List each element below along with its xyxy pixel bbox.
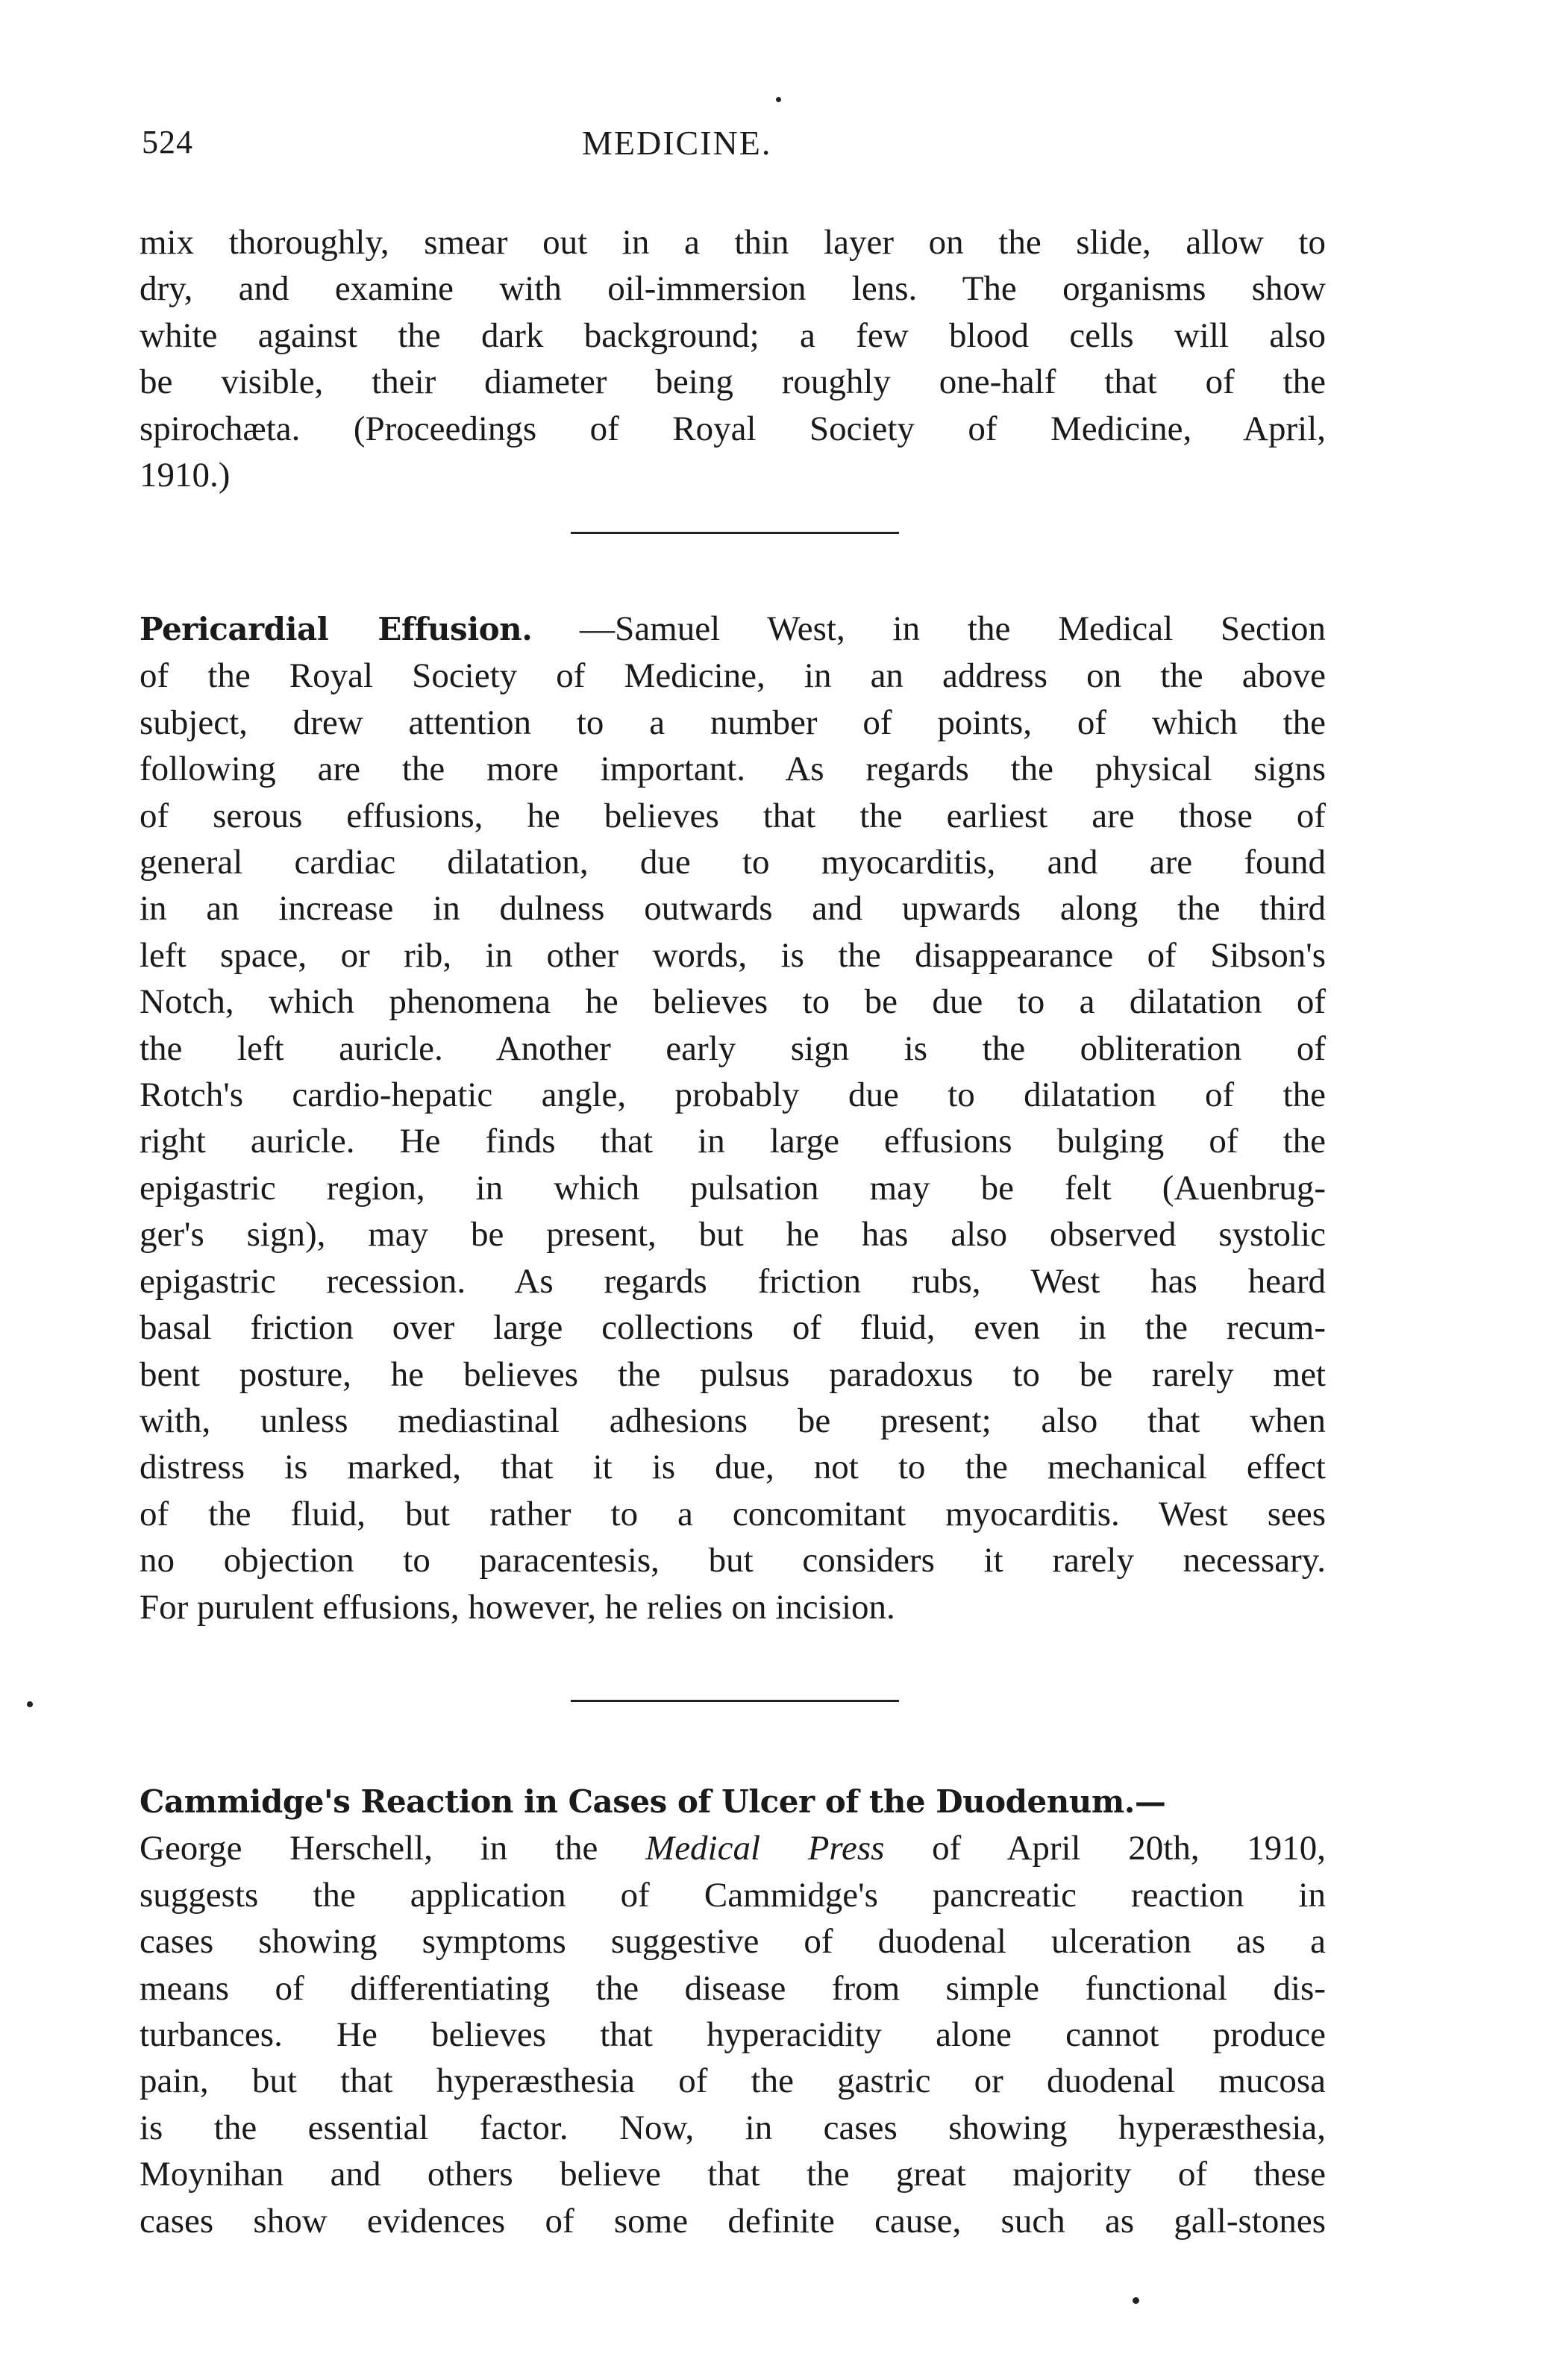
text-line: the left auricle. Another early sign is the obliteration of xyxy=(140,1029,1326,1068)
text-line: mix thoroughly, smear out in a thin layer on the slide, allow to xyxy=(140,223,1326,262)
section-cammidge-reaction xyxy=(140,1778,1326,2244)
text-line: pain, but that hyperæsthesia of the gastric or duodenal mucosa xyxy=(140,2062,1326,2101)
text-line: of serous effusions, he believes that the earliest are those of xyxy=(140,796,1326,835)
text-line: in an increase in dulness outwards and upwards along the third xyxy=(140,889,1326,929)
text-line: no objection to paracentesis, but considers it rarely necessary. xyxy=(140,1541,1326,1580)
text-segment: of April 20th, 1910, xyxy=(884,1829,1327,1868)
page-number: 524 xyxy=(142,124,193,160)
section-divider xyxy=(571,532,899,534)
text-line: dry, and examine with oil-immersion lens. The organisms show xyxy=(140,269,1326,309)
text-line: be visible, their diameter being roughly one-half that of the xyxy=(140,362,1326,402)
section-first-line-text: —Samuel West, in the Medical Section xyxy=(532,609,1326,648)
section-heading: Pericardial Effusion. xyxy=(140,611,533,647)
journal-title: Medical Press xyxy=(645,1829,885,1868)
text-segment: George Herschell, in the xyxy=(140,1829,646,1868)
text-line: left space, or rib, in other words, is the disappearance of Sibson's xyxy=(140,935,1326,975)
running-head: MEDICINE. xyxy=(582,124,772,162)
text-line: suggests the application of Cammidge's pancreatic reaction in xyxy=(140,1875,1326,1915)
text-line: of the fluid, but rather to a concomitant myocarditis. West sees xyxy=(140,1494,1326,1533)
text-line: white against the dark background; a few blood cells will also xyxy=(140,315,1326,355)
text-line: with, unless mediastinal adhesions be present; also that when xyxy=(140,1401,1326,1440)
text-line: is the essential factor. Now, in cases showing hyperæsthesia, xyxy=(140,2108,1326,2147)
text-line: epigastric region, in which pulsation may be felt (Auenbrug- xyxy=(140,1168,1326,1208)
text-line: ger's sign), may be present, but he has also observed systolic xyxy=(140,1215,1326,1255)
text-line: cases show evidences of some definite cause, such as gall-stones xyxy=(140,2201,1326,2241)
section-first-line xyxy=(140,1825,1326,1871)
text-line: turbances. He believes that hyperacidity alone cannot produce xyxy=(140,2015,1326,2055)
text-line: 1910.) xyxy=(140,456,231,495)
text-line: spirochæta. (Proceedings of Royal Society of Medicine, April, xyxy=(140,409,1326,448)
section-divider xyxy=(571,1700,899,1702)
text-line: Moynihan and others believe that the great majority of these xyxy=(140,2155,1326,2194)
text-line: distress is marked, that it is due, not to the mechanical effect xyxy=(140,1448,1326,1487)
speck-mark xyxy=(1133,2297,1139,2304)
section-first-line xyxy=(140,606,1326,653)
text-line: following are the more important. As regards the physical signs xyxy=(140,750,1326,789)
speck-mark xyxy=(27,1701,33,1707)
text-line: cases showing symptoms suggestive of duodenal ulceration as a xyxy=(140,1922,1326,1962)
section-pericardial-effusion xyxy=(140,606,1326,1630)
text-line: basal friction over large collections of fluid, even in the recum- xyxy=(140,1308,1326,1348)
text-line: bent posture, he believes the pulsus paradoxus to be rarely met xyxy=(140,1354,1326,1394)
text-line: of the Royal Society of Medicine, in an address on the above xyxy=(140,656,1326,696)
text-line: For purulent effusions, however, he relies on incision. xyxy=(140,1587,895,1627)
speck-mark xyxy=(776,97,781,102)
text-line: right auricle. He finds that in large effusions bulging of the xyxy=(140,1122,1326,1161)
text-line: general cardiac dilatation, due to myocarditis, and are found xyxy=(140,843,1326,882)
text-line: means of differentiating the disease from simple functional dis- xyxy=(140,1968,1326,2008)
page-header xyxy=(142,123,1335,183)
text-line: subject, drew attention to a number of points, of which the xyxy=(140,703,1326,742)
section-heading-line xyxy=(140,1778,1326,1825)
section-heading: Cammidge's Reaction in Cases of Ulcer of the Duodenum.— xyxy=(140,1783,1166,1820)
paragraph-continuation xyxy=(140,219,1326,498)
text-line: epigastric recession. As regards friction rubs, West has heard xyxy=(140,1261,1326,1301)
text-line: Rotch's cardio-hepatic angle, probably due to dilatation of the xyxy=(140,1076,1326,1115)
text-line: Notch, which phenomena he believes to be due to a dilatation of xyxy=(140,982,1326,1022)
